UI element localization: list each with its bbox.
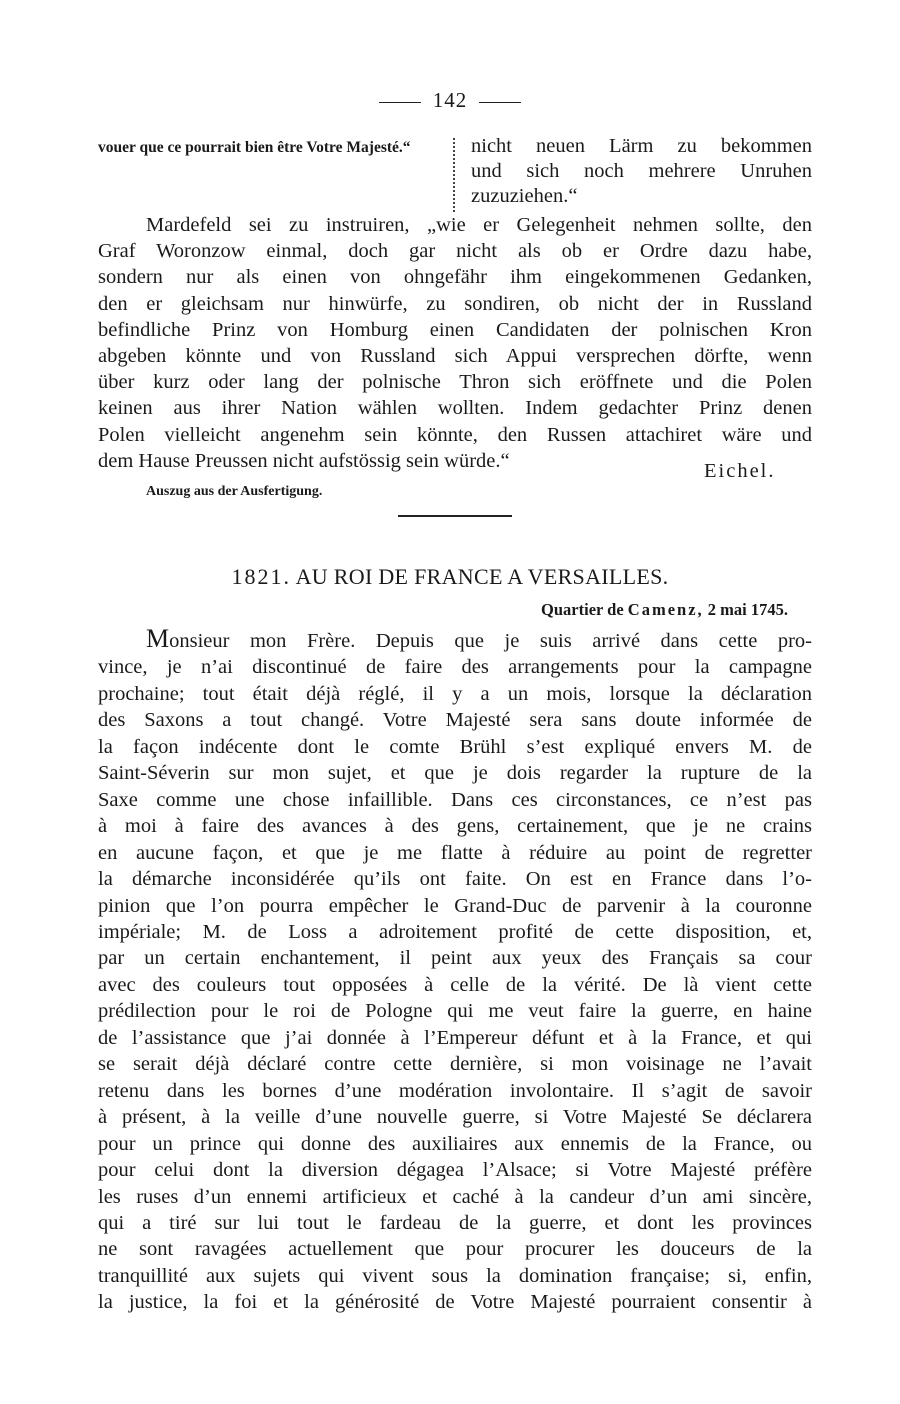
letter-number: 1821. [231,564,292,589]
text-line: des Saxons a tout changé. Votre Majesté sera sans doute informée de [98,709,812,732]
right-column-line: und sich noch mehrere Unruhen [471,160,812,182]
text-line: la justice, la foi et la générosité de Votre Majesté pourraient consentir à [98,1291,812,1314]
text-line: en aucune façon, et que je me flatte à réduire au point de regretter [98,841,812,864]
text-line: keinen aus ihrer Nation wählen wollten. Indem gedachter Prinz denen [98,397,812,420]
text-line: se serait déjà déclaré contre cette dernière, si mon voisinage ne l’avait [98,1053,812,1076]
letter-body [98,626,812,1316]
right-column-line: nicht neuen Lärm zu bekommen [471,135,812,157]
text-line: pour un prince qui donne des auxiliaires aux ennemis de la France, ou [98,1132,812,1155]
signature: Eichel. [704,460,776,482]
text-line: dem Hause Preussen nicht aufstössig sein würde.“ [98,449,510,472]
page-number-line [0,88,900,113]
text-line: à présent, à la veille d’une nouvelle guerre, si Votre Majesté Se déclarera [98,1106,812,1129]
text-line: befindliche Prinz von Homburg einen Candidaten der polnischen Kron [98,318,812,341]
text-line: abgeben könnte und von Russland sich Appui versprechen dörfte, wenn [98,345,812,368]
column-divider [453,138,455,212]
two-column-block [98,134,812,212]
text-line: par un certain enchantement, il peint aux yeux des Français sa cour [98,947,812,970]
dateline-place: Camenz, [627,600,704,619]
text-line: la façon indécente dont le comte Brühl s’est expliqué envers M. de [98,735,812,758]
dateline-prefix: Quartier de [541,600,624,619]
dateline [541,600,788,620]
text-line: impériale; M. de Loss a adroitement profité de cette disposition, et, [98,920,812,943]
source-note: Auszug aus der Ausfertigung. [146,484,323,499]
page-number-dash-left [379,102,421,103]
text-line: vince, je n’ai discontinué de faire des arrangements pour la campagne [98,656,812,679]
paragraph-mardefeld [98,212,812,474]
letter-title: AU ROI DE FRANCE A VERSAILLES. [295,564,669,589]
text-line: prédilection pour le roi de Pologne qui me veut faire la guerre, en haine [98,1000,812,1023]
text-line: über kurz oder lang der polnische Thron sich eröffnete und die Polen [98,371,812,394]
initial-letter: M [146,624,170,653]
text-line: avec des couleurs tout opposées à celle de la vérité. De là vient cette [98,973,812,996]
text-line: les ruses d’un ennemi artificieux et caché à la candeur d’un ami sincère, [98,1185,812,1208]
dateline-date: 2 mai 1745. [707,600,788,619]
text-line: ne sont ravagées actuellement que pour procurer les douceurs de la [98,1238,812,1261]
text-line: Saxe comme une chose infaillible. Dans ces circonstances, ce n’est pas [98,788,812,811]
text-line: Mardefeld sei zu instruiren, „wie er Gelegenheit nehmen sollte, den [146,214,812,236]
text-line: Graf Woronzow einmal, doch gar nicht als ob er Ordre dazu habe, [98,240,812,263]
right-column-line: zuzuziehen.“ [471,185,578,207]
text-line: prochaine; tout était déjà réglé, il y a un mois, lorsque la déclaration [98,682,812,705]
text-line: la démarche inconsidérée qu’ils ont faite. On est en France dans l’o- [98,868,812,891]
text-line [98,626,812,654]
section-rule [398,515,512,517]
text-line: de l’assistance que j’ai donnée à l’Empereur défunt et à la France, et qui [98,1026,812,1049]
left-column-text: vouer que ce pourrait bien être Votre Majesté.“ [98,139,411,156]
text-line: Polen vielleicht angenehm sein könnte, den Russen attachiret wäre und [98,423,812,446]
first-line-text: onsieur mon Frère. Depuis que je suis arrivé dans cette pro- [169,630,812,652]
text-line: retenu dans les bornes d’une modération involontaire. Il s’agit de savoir [98,1079,812,1102]
page-number-dash-right [479,102,521,103]
text-line: pinion que l’on pourra empêcher le Grand-Duc de parvenir à la couronne [98,894,812,917]
text-line: pour celui dont la diversion dégagea l’Alsace; si Votre Majesté préfère [98,1159,812,1182]
right-column-text [471,134,812,209]
letter-heading [0,564,900,590]
page-number: 142 [432,88,468,112]
text-line: sondern nur als einen von ohngefähr ihm eingekommenen Gedanken, [98,266,812,289]
text-line: à moi à faire des avances à des gens, certainement, que je ne crains [98,815,812,838]
text-line: tranquillité aux sujets qui vivent sous la domination française; si, enfin, [98,1264,812,1287]
text-line: den er gleichsam nur hinwürfe, zu sondiren, ob nicht der in Russland [98,292,812,315]
text-line: qui a tiré sur lui tout le fardeau de la guerre, et dont les provinces [98,1211,812,1234]
text-line: Saint-Séverin sur mon sujet, et que je dois regarder la rupture de la [98,762,812,785]
